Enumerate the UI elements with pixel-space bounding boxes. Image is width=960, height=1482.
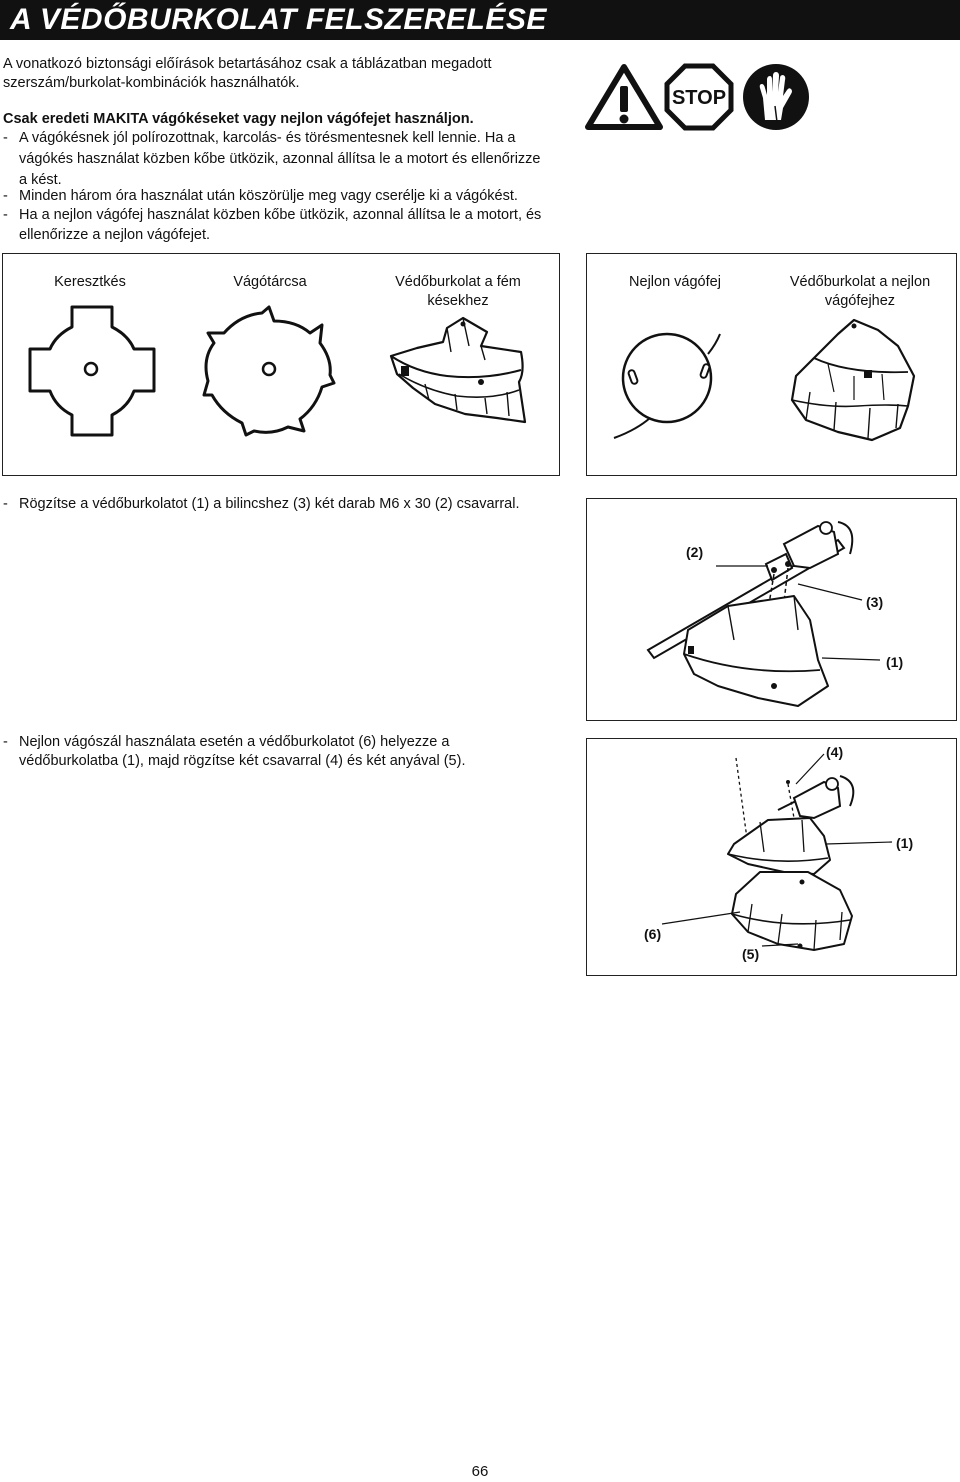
figure-1-drawing <box>588 510 954 718</box>
bullet-1-line-2: vágókés használat közben kőbe ütközik, azonnal állítsa le a motort és ellenőrizze <box>19 151 541 167</box>
bullet-1-line-1: A vágókésnek jól polírozottnak, karcolás- és törésmentesnek kell lennie. Ha a <box>19 130 516 146</box>
col-label-vedoburkolat-fem: Védőburkolat a fém késekhez <box>395 274 521 309</box>
makita-heading: Csak eredeti MAKITA vágókéseket vagy nejlon vágófejet használjon. <box>3 111 474 127</box>
figure-1-label-2: (2) <box>686 544 704 560</box>
cross-blade-drawing <box>28 305 156 437</box>
warning-triangle-icon <box>586 64 662 130</box>
page-title: A VÉDŐBURKOLAT FELSZERELÉSE <box>10 3 547 36</box>
figure-2-label-6: (6) <box>644 926 662 942</box>
title-bar <box>0 0 960 40</box>
nylon-guard-drawing <box>788 316 920 446</box>
stop-sign-icon <box>665 64 733 130</box>
col-label-vagotarcsa: Vágótárcsa <box>233 274 307 290</box>
bullet-3-line-2: ellenőrizze a nejlon vágófejet. <box>19 227 211 243</box>
bullet-3-line-1: Ha a nejlon vágófej használat közben kőbe ütközik, azonnal állítsa le a motort, és <box>19 207 542 223</box>
figure-2-label-4: (4) <box>826 744 844 760</box>
col-label-nejlon-vagofej: Nejlon vágófej <box>629 274 721 290</box>
col-label-vedoburkolat-nejlon: Védőburkolat a nejlon vágófejhez <box>789 274 931 309</box>
figure-2-label-1: (1) <box>896 835 914 851</box>
nylon-head-drawing <box>612 332 724 442</box>
saw-blade-drawing <box>200 303 338 439</box>
protective-gloves-icon <box>741 62 811 132</box>
step-1-text: Rögzítse a védőburkolatot (1) a bilincshez (3) két darab M6 x 30 (2) csavarral. <box>19 496 520 512</box>
figure-2-label-5: (5) <box>742 946 760 962</box>
figure-2-drawing <box>588 748 954 972</box>
page-number: 66 <box>471 1463 489 1480</box>
figure-1-label-1: (1) <box>886 654 904 670</box>
bullet-2-line-1: Minden három óra használat után köszörülje meg vagy cserélje ki a vágókést. <box>19 188 518 204</box>
col-label-keresztkes: Keresztkés <box>54 274 126 290</box>
figure-1-label-3: (3) <box>866 594 884 610</box>
step-2-line-1: Nejlon vágószál használata esetén a védőburkolatot (6) helyezze a <box>19 734 450 750</box>
intro-line-2: szerszám/burkolat-kombinációk használhatók. <box>3 75 300 91</box>
metal-blade-guard-drawing <box>385 312 535 430</box>
intro-line-1: A vonatkozó biztonsági előírások betartásához csak a táblázatban megadott <box>3 56 492 72</box>
step-2-line-2: védőburkolatba (1), majd rögzítse két csavarral (4) és két anyával (5). <box>19 753 466 769</box>
bullet-1-line-3: a kést. <box>19 172 62 188</box>
stop-text: STOP <box>671 87 727 109</box>
